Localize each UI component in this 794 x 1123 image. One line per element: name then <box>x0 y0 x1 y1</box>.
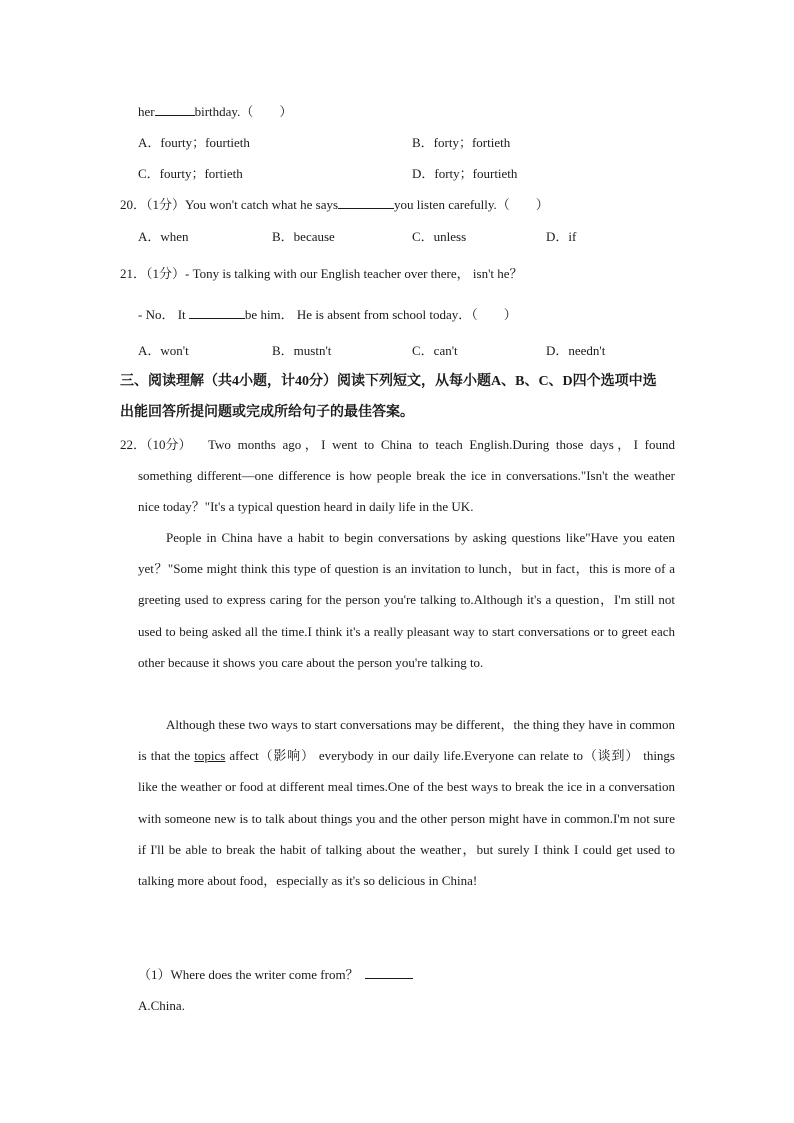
q22-sub1-option-a[interactable]: A.China. <box>138 998 185 1013</box>
q22-p3-before: Although these two ways to start conversations may be different，the thing they have in common is that the <box>138 717 675 764</box>
q21-prefix: - No． It <box>138 307 189 322</box>
q21-blank[interactable] <box>189 306 245 319</box>
q19-text-before: her <box>138 104 155 119</box>
q22-paragraph-3 <box>138 709 675 896</box>
q19-tail <box>138 103 292 121</box>
q20-option-a[interactable]: A．when <box>138 229 189 244</box>
q22-p3-topics: topics <box>194 748 226 764</box>
q22-paragraph-2: People in China have a habit to begin conversations by asking questions like"Have you eaten yet？"Some might think this type of question is an invitation to lunch，but in fact，this is more of a greeting used to express caring for the person you're talking to.Although it's a question，I'm still not used to being asked all the time.I think it's a really pleasant way to start conversations or to greet each other because it shows you care about the person you're talking to. <box>138 530 675 670</box>
q21-line2 <box>138 306 517 324</box>
q19-option-b[interactable]: B．forty；fortieth <box>412 135 511 150</box>
q20-stem <box>120 196 549 214</box>
q20-suffix: you listen carefully.（ ） <box>394 197 549 212</box>
q22-sub1 <box>138 966 413 984</box>
q21-option-d[interactable]: D．needn't <box>546 343 606 358</box>
q21-option-c[interactable]: C．can't <box>412 343 458 358</box>
q19-option-d[interactable]: D．forty；fourtieth <box>412 166 518 181</box>
q19-option-a[interactable]: A．fourty；fourtieth <box>138 135 250 150</box>
q20-option-d[interactable]: D．if <box>546 229 577 244</box>
q20-blank[interactable] <box>338 196 394 209</box>
q19-option-c[interactable]: C．fourty；fortieth <box>138 166 243 181</box>
q22-sub1-text: （1）Where does the writer come from？ <box>138 967 359 982</box>
q21-option-b[interactable]: B．mustn't <box>272 343 332 358</box>
q22-p3-after: affect（影响） everybody in our daily life.Everyone can relate to（谈到） things like the weather or food at different meal times.One of the best ways to break the ice in a conversation with someone new is to talk about things you and the other person might have in common.I'm not sure if I'll be able to break the habit of talking about the weather，but surely I think I could get used to talking more about food，especially as it's so delicious in China! <box>138 748 675 889</box>
q20-option-c[interactable]: C．unless <box>412 229 467 244</box>
q21-option-a[interactable]: A．won't <box>138 343 189 358</box>
q22-sub1-blank[interactable] <box>365 966 413 979</box>
section3-heading-line1: 三、阅读理解（共4小题，计40分）阅读下列短文，从每小题A、B、C、D四个选项中选 <box>120 374 657 389</box>
q21-line1: 21．（1分）- Tony is talking with our English teacher over there， isn't he？ <box>120 266 523 281</box>
q20-prefix: 20．（1分）You won't catch what he says <box>120 197 339 212</box>
q19-text-after: birthday.（ ） <box>194 104 293 119</box>
q21-suffix: be him． He is absent from school today．（ ） <box>244 307 517 322</box>
q20-option-b[interactable]: B．because <box>272 229 335 244</box>
q19-blank[interactable] <box>155 103 195 116</box>
section3-heading-line2: 出能回答所提问题或完成所给句子的最佳答案。 <box>120 405 414 420</box>
q22-header: 22．（10分） <box>120 437 192 452</box>
q22-paragraph-1: Two months ago，I went to China to teach English.During those days，I found something different—one difference is how people break the ice in conversations."Isn't the weather nice today？"It's a typical question heard in daily life in the UK. <box>138 437 675 515</box>
